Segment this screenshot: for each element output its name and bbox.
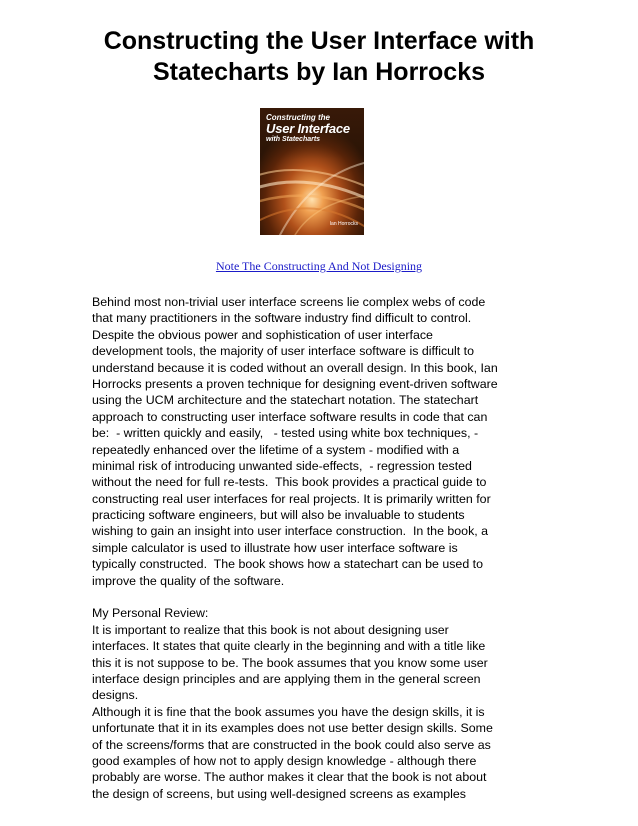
description-paragraph — [92, 294, 562, 589]
text-line: interface design principles and are applying them in the general screen — [92, 671, 481, 686]
text-line: this it is not suppose to be. The book assumes that you know some user — [92, 655, 488, 670]
text-line: the design of screens, but using well-designed screens as examples — [92, 786, 466, 801]
text-line: minimal risk of introducing unwanted side-effects, - regression tested — [92, 458, 472, 473]
text-line: wishing to gain an insight into user interface construction. In the book, a — [92, 524, 489, 539]
text-line: that many practitioners in the software industry find difficult to control. — [92, 311, 472, 326]
text-line: Despite the obvious power and sophistication of user interface — [92, 327, 433, 342]
text-line: practicing software engineers, but will also be invaluable to students — [92, 508, 465, 523]
text-line: typically constructed. The book shows how a statechart can be used to — [92, 557, 483, 572]
book-cover-image — [260, 108, 364, 235]
text-line: constructing real user interfaces for real projects. It is primarily written for — [92, 491, 491, 506]
text-line: development tools, the majority of user interface software is difficult to — [92, 344, 474, 359]
text-line: of the screens/forms that are constructed in the book could also serve as — [92, 737, 491, 752]
note-link[interactable]: Note The Constructing And Not Designing — [215, 259, 423, 273]
book-cover-author: Ian Horrocks — [329, 221, 358, 227]
text-line: understand because it is coded without an overall design. In this book, Ian — [92, 360, 498, 375]
text-line: improve the quality of the software. — [92, 573, 285, 588]
document-body — [92, 294, 562, 802]
link-row — [0, 259, 638, 274]
text-line: simple calculator is used to illustrate how user interface software is — [92, 540, 458, 555]
text-line: be: - written quickly and easily, - tested using white box techniques, - — [92, 426, 479, 441]
text-line: Although it is fine that the book assumes you have the design skills, it is — [92, 704, 485, 719]
review-paragraph — [92, 605, 562, 802]
document-title — [60, 26, 578, 88]
text-line: Horrocks presents a proven technique for designing event-driven software — [92, 376, 498, 391]
text-line: approach to constructing user interface software results in code that can — [92, 409, 488, 424]
text-line: Behind most non-trivial user interface screens lie complex webs of code — [92, 295, 486, 309]
paragraph-spacer — [92, 589, 562, 605]
text-line: It is important to realize that this book is not about designing user — [92, 622, 449, 637]
text-line: using the UCM architecture and the statechart notation. The statechart — [92, 393, 479, 408]
text-line: probably are worse. The author makes it clear that the book is not about — [92, 770, 487, 785]
review-heading: My Personal Review: — [92, 606, 209, 621]
text-line: good examples of how not to apply design knowledge - although there — [92, 753, 477, 768]
title-line-2: Statecharts by Ian Horrocks — [152, 58, 486, 86]
book-cover-title: Constructing the User Interface with Statecharts — [266, 113, 350, 143]
text-line: without the need for full re-tests. This book provides a practical guide to — [92, 475, 487, 490]
title-line-1: Constructing the User Interface with — [103, 27, 535, 55]
text-line: unfortunate that it in its examples does not use better design skills. Some — [92, 721, 493, 736]
text-line: designs. — [92, 688, 139, 703]
text-line: repeatedly enhanced over the lifetime of a system - modified with a — [92, 442, 460, 457]
text-line: interfaces. It states that quite clearly in the beginning and with a title like — [92, 639, 486, 654]
